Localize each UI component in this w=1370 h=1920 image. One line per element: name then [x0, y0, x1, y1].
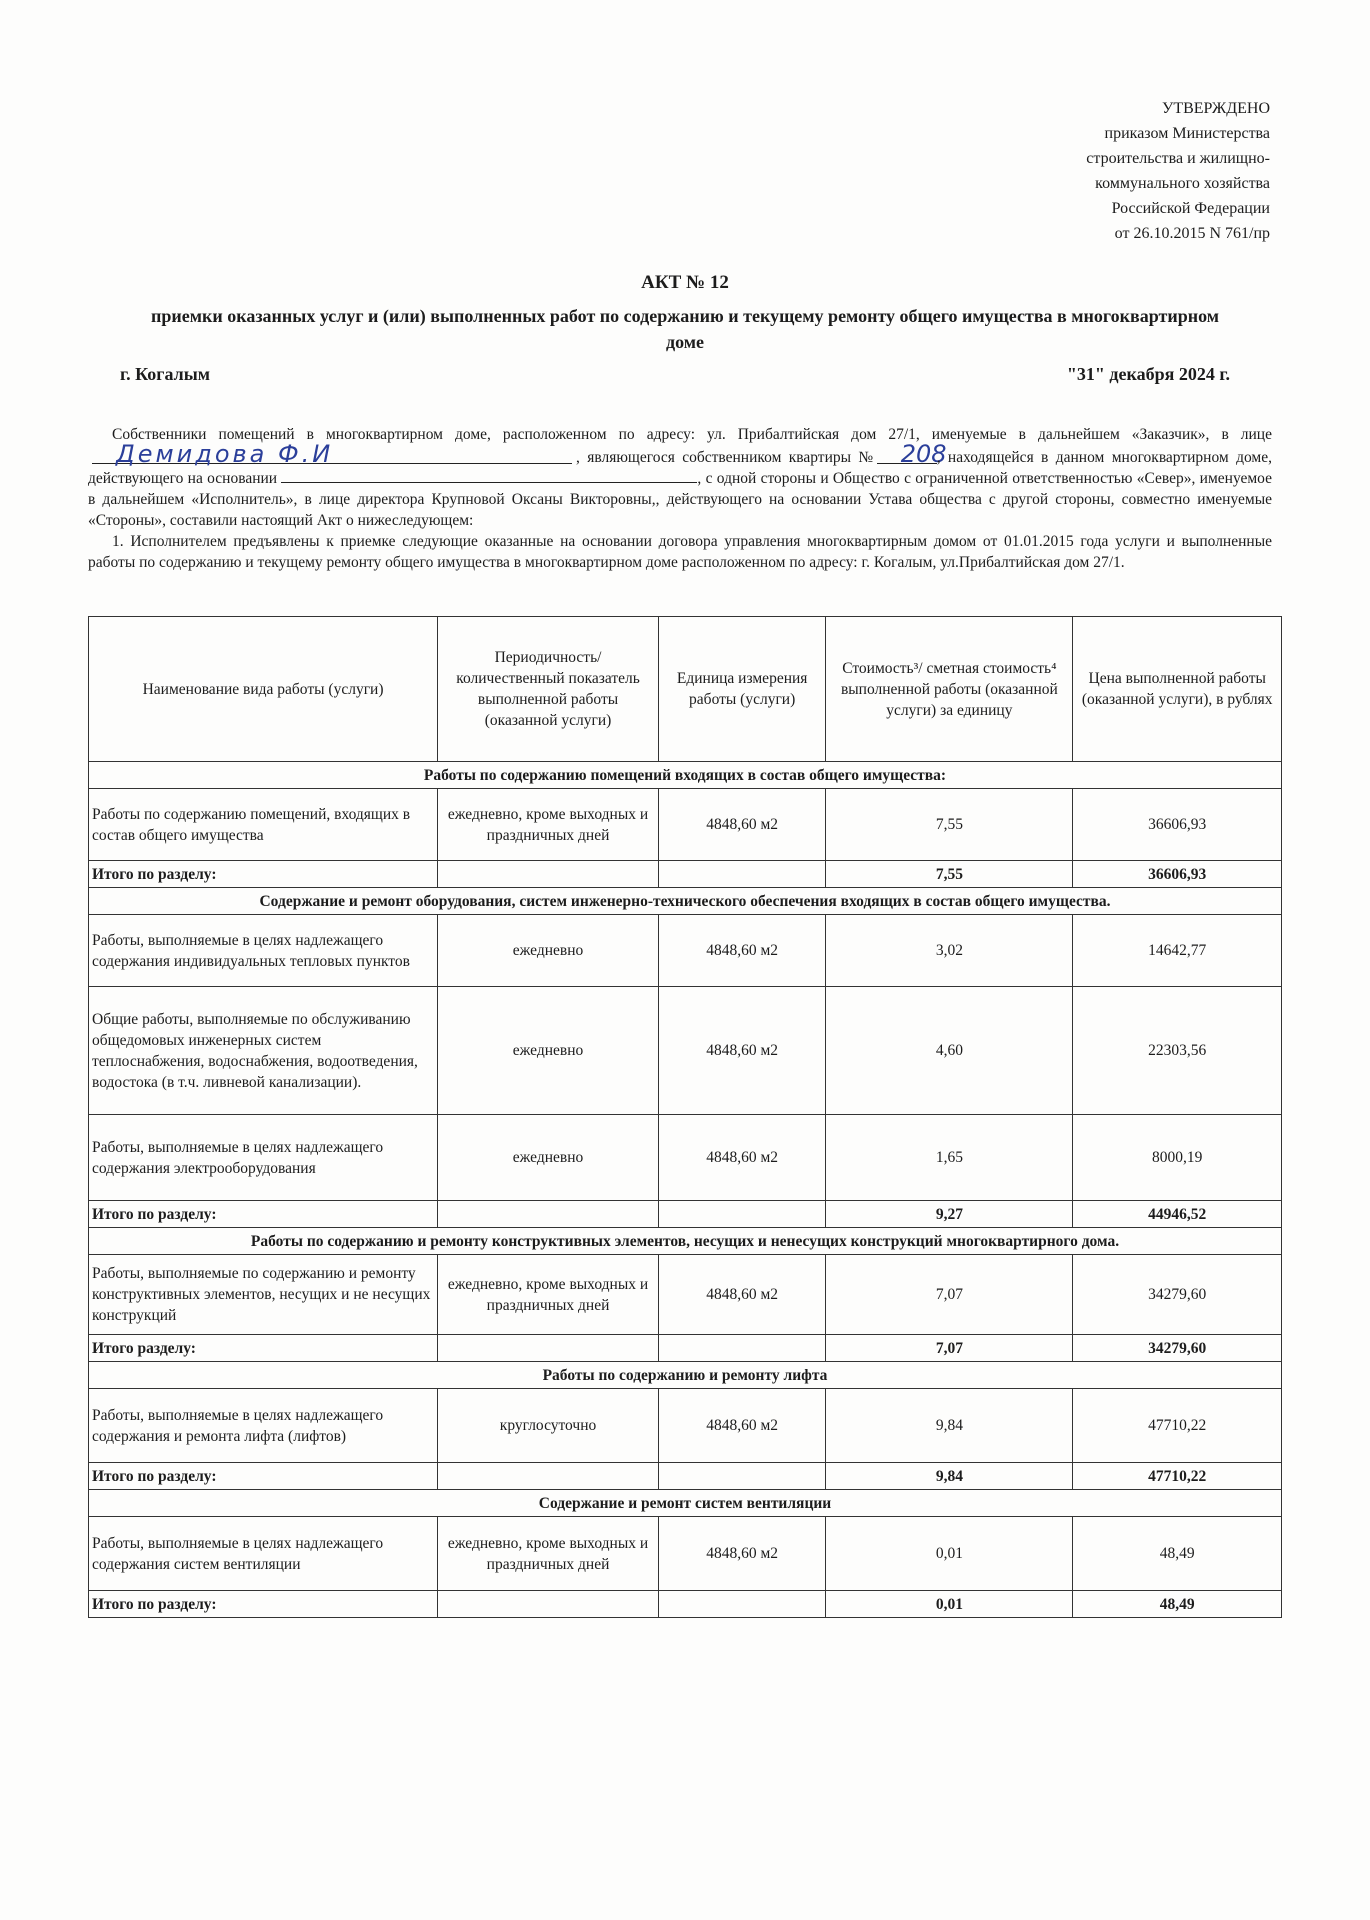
- total-label: Итого по разделу:: [89, 1591, 438, 1618]
- total-cost: 7,07: [826, 1335, 1073, 1362]
- total-row: [89, 861, 1282, 888]
- cell-name: Общие работы, выполняемые по обслуживанию общедомовых инженерных систем теплоснабжения, водоснабжения, водоотведения, водостока (в т.ч. ливневой канализации).: [89, 987, 438, 1115]
- total-row: [89, 1201, 1282, 1228]
- cell-period: ежедневно, кроме выходных и праздничных дней: [438, 1255, 659, 1335]
- approved-line: приказом Министерства: [1104, 125, 1270, 142]
- cell-name: Работы, выполняемые в целях надлежащего содержания индивидуальных тепловых пунктов: [89, 915, 438, 987]
- cell-cost: 7,55: [826, 789, 1073, 861]
- cell-price: 22303,56: [1073, 987, 1282, 1115]
- total-empty: [658, 1201, 825, 1228]
- cell-unit: 4848,60 м2: [658, 1255, 825, 1335]
- cell-unit: 4848,60 м2: [658, 915, 825, 987]
- works-table: [88, 616, 1282, 1618]
- approval-stamp-text: [1086, 96, 1270, 246]
- section-title-row: [89, 1362, 1282, 1389]
- total-empty: [658, 1335, 825, 1362]
- total-empty: [438, 1591, 659, 1618]
- table-row: [89, 1115, 1282, 1201]
- section-title-row: [89, 762, 1282, 789]
- table-row: [89, 1389, 1282, 1463]
- cell-unit: 4848,60 м2: [658, 1517, 825, 1591]
- total-price: 34279,60: [1073, 1335, 1282, 1362]
- table-row: [89, 1255, 1282, 1335]
- cell-price: 14642,77: [1073, 915, 1282, 987]
- header-price: Цена выполненной работы (оказанной услуги), в рублях: [1073, 617, 1282, 762]
- cell-unit: 4848,60 м2: [658, 987, 825, 1115]
- cell-period: ежедневно, кроме выходных и праздничных дней: [438, 789, 659, 861]
- total-cost: 9,27: [826, 1201, 1073, 1228]
- total-price: 36606,93: [1073, 861, 1282, 888]
- intro-p1-b: , являющегося собственником квартиры №: [576, 449, 877, 466]
- total-empty: [658, 1591, 825, 1618]
- cell-price: 8000,19: [1073, 1115, 1282, 1201]
- cell-cost: 9,84: [826, 1389, 1073, 1463]
- handwritten-apartment: 208: [877, 445, 937, 464]
- total-row: [89, 1335, 1282, 1362]
- intro-p1-d: , с одной стороны и Общество с ограниченной ответственностью «Север», именуемое в дальнейшем «Исполнитель», в лице директора Крупновой Оксаны Викторовны,, действующего на основании Устава общества с другой стороны, совместно именуемые «Стороны», составили настоящий Акт о нижеследующем:: [88, 470, 1272, 529]
- cell-price: 47710,22: [1073, 1389, 1282, 1463]
- section-title: Работы по содержанию и ремонту конструктивных элементов, несущих и ненесущих конструкций многоквартирного дома.: [89, 1228, 1282, 1255]
- approved-line: от 26.10.2015 N 761/пр: [1114, 225, 1270, 242]
- total-row: [89, 1463, 1282, 1490]
- cell-unit: 4848,60 м2: [658, 789, 825, 861]
- table-header-row: [89, 617, 1282, 762]
- total-cost: 7,55: [826, 861, 1073, 888]
- total-empty: [438, 861, 659, 888]
- total-price: 44946,52: [1073, 1201, 1282, 1228]
- cell-cost: 7,07: [826, 1255, 1073, 1335]
- header-cost: Стоимость³/ сметная стоимость⁴ выполненной работы (оказанной услуги) за единицу: [826, 617, 1073, 762]
- intro-p1-a: Собственники помещений в многоквартирном доме, расположенном по адресу: ул. Прибалтийская дом 27/1, именуемые в дальнейшем «Заказчик», в лице: [112, 426, 1272, 443]
- total-empty: [658, 1463, 825, 1490]
- cell-price: 34279,60: [1073, 1255, 1282, 1335]
- approved-line: УТВЕРЖДЕНО: [1161, 100, 1270, 117]
- cell-cost: 4,60: [826, 987, 1073, 1115]
- header-unit: Единица измерения работы (услуги): [658, 617, 825, 762]
- cell-period: круглосуточно: [438, 1389, 659, 1463]
- total-label: Итого по разделу:: [89, 1463, 438, 1490]
- total-empty: [658, 861, 825, 888]
- intro-paragraph-2: 1. Исполнителем предъявлены к приемке следующие оказанные на основании договора управления многоквартирным домом от 01.01.2015 года услуги и выполненные работы по содержанию и текущему ремонту общего имущества в многоквартирном доме расположенном по адресу: г. Когалым, ул.Прибалтийская дом 27/1.: [88, 533, 1272, 571]
- table-row: [89, 987, 1282, 1115]
- total-empty: [438, 1335, 659, 1362]
- total-label: Итого по разделу:: [89, 1201, 438, 1228]
- section-title-row: [89, 1228, 1282, 1255]
- cell-name: Работы, выполняемые по содержанию и ремонту конструктивных элементов, несущих и не несущих конструкций: [89, 1255, 438, 1335]
- table-row: [89, 1517, 1282, 1591]
- cell-period: ежедневно, кроме выходных и праздничных дней: [438, 1517, 659, 1591]
- intro-paragraph-1: [88, 424, 1272, 531]
- cell-name: Работы, выполняемые в целях надлежащего содержания электрооборудования: [89, 1115, 438, 1201]
- section-title: Содержание и ремонт систем вентиляции: [89, 1490, 1282, 1517]
- cell-cost: 0,01: [826, 1517, 1073, 1591]
- cell-price: 48,49: [1073, 1517, 1282, 1591]
- total-empty: [438, 1463, 659, 1490]
- cell-name: Работы, выполняемые в целях надлежащего содержания систем вентиляции: [89, 1517, 438, 1591]
- approved-line: строительства и жилищно-: [1086, 150, 1270, 167]
- cell-period: ежедневно: [438, 915, 659, 987]
- act-date: "31" декабря 2024 г.: [1066, 364, 1230, 384]
- cell-name: Работы по содержанию помещений, входящих в состав общего имущества: [89, 789, 438, 861]
- header-name: Наименование вида работы (услуги): [89, 617, 438, 762]
- table-row: [89, 915, 1282, 987]
- section-title-row: [89, 888, 1282, 915]
- cell-name: Работы, выполняемые в целях надлежащего содержания и ремонта лифта (лифтов): [89, 1389, 438, 1463]
- total-row: [89, 1591, 1282, 1618]
- total-label: Итого по разделу:: [89, 861, 438, 888]
- section-title: Работы по содержанию и ремонту лифта: [89, 1362, 1282, 1389]
- intro-text: [88, 424, 1272, 573]
- act-subtitle: приемки оказанных услуг и (или) выполненных работ по содержанию и текущему ремонту общего имущества в многоквартирном доме: [150, 306, 1220, 352]
- section-title: Содержание и ремонт оборудования, систем инженерно-технического обеспечения входящих в состав общего имущества.: [89, 888, 1282, 915]
- total-label: Итого разделу:: [89, 1335, 438, 1362]
- cell-unit: 4848,60 м2: [658, 1389, 825, 1463]
- cell-cost: 3,02: [826, 915, 1073, 987]
- act-city: г. Когалым: [120, 364, 211, 384]
- header-period: Периодичность/ количественный показатель выполненной работы (оказанной услуги): [438, 617, 659, 762]
- total-price: 48,49: [1073, 1591, 1282, 1618]
- total-empty: [438, 1201, 659, 1228]
- approved-line: Российской Федерации: [1111, 200, 1270, 217]
- total-price: 47710,22: [1073, 1463, 1282, 1490]
- table-row: [89, 789, 1282, 861]
- handwritten-name: Демидова Ф.И: [92, 445, 572, 464]
- cell-cost: 1,65: [826, 1115, 1073, 1201]
- cell-period: ежедневно: [438, 1115, 659, 1201]
- blank-line: [281, 482, 697, 483]
- act-title: АКТ № 12: [641, 272, 729, 293]
- total-cost: 9,84: [826, 1463, 1073, 1490]
- cell-period: ежедневно: [438, 987, 659, 1115]
- intro-p1-c: , находящейся в данном многоквартирном доме, действующего на основании: [88, 449, 1272, 487]
- cell-unit: 4848,60 м2: [658, 1115, 825, 1201]
- total-cost: 0,01: [826, 1591, 1073, 1618]
- approved-line: коммунального хозяйства: [1095, 175, 1270, 192]
- section-title: Работы по содержанию помещений входящих в состав общего имущества:: [89, 762, 1282, 789]
- section-title-row: [89, 1490, 1282, 1517]
- cell-price: 36606,93: [1073, 789, 1282, 861]
